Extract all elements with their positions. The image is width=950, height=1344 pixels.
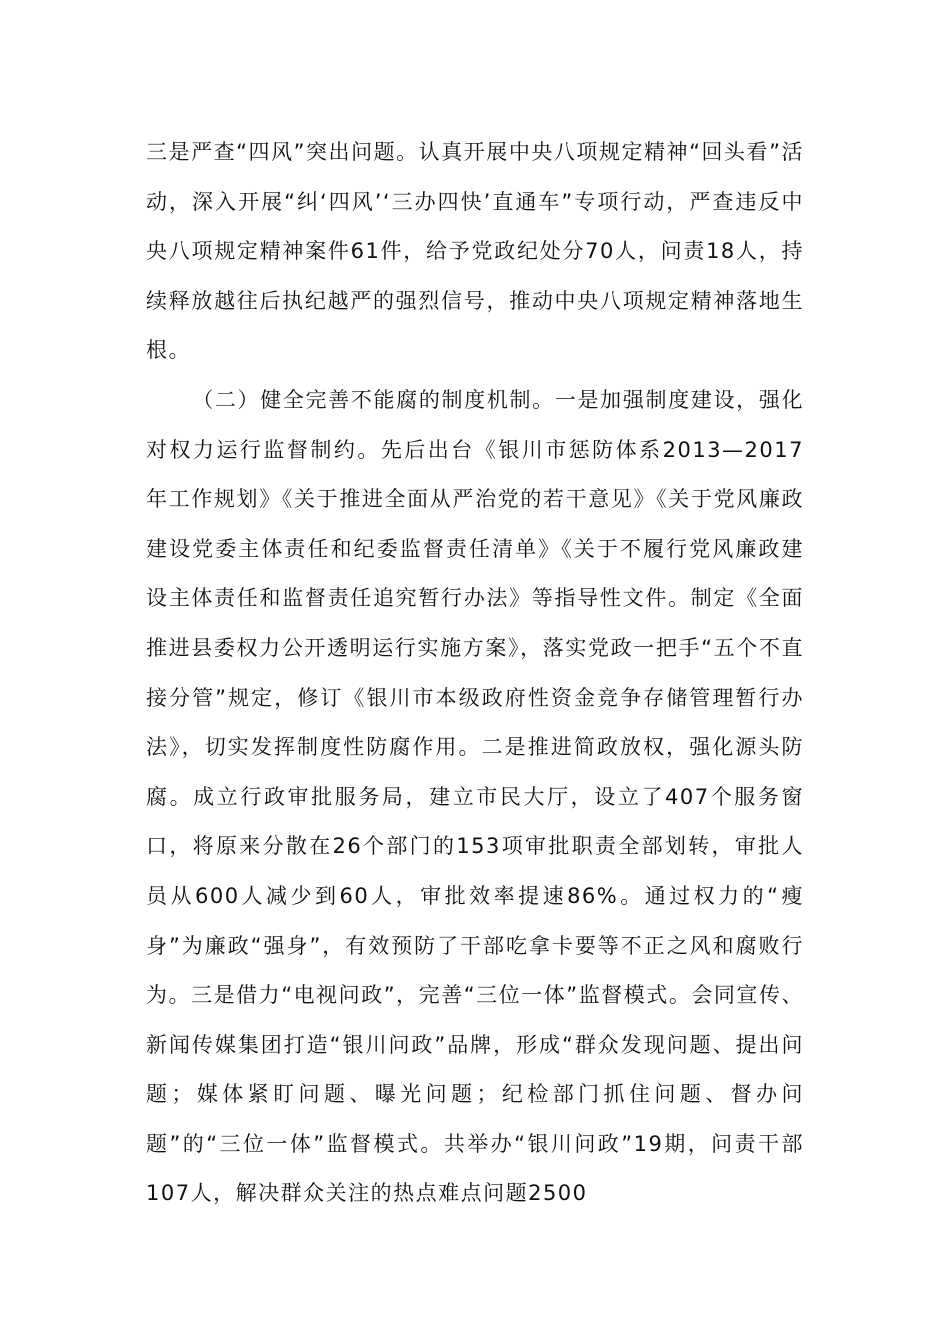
- paragraph-anti-corruption-mechanism: （二）健全完善不能腐的制度机制。一是加强制度建设，强化对权力运行监督制约。先后出台《银川市惩防体系2013—2017年工作规划》《关于推进全面从严治党的若干意见》《关于党风廉政建设党委主体责任和纪委监督责任清单》《关于不履行党风廉政建设主体责任和监督责任追究暂行办法》等指导性文件。制定《全面推进县委权力公开透明运行实施方案》，落实党政一把手“五个不直接分管”规定，修订《银川市本级政府性资金竞争存储管理暂行办法》，切实发挥制度性防腐作用。二是推进简政放权，强化源头防腐。成立行政审批服务局，建立市民大厅，设立了407个服务窗口，将原来分散在26个部门的153项审批职责全部划转，审批人员从600人减少到60人，审批效率提速86%。通过权力的“瘦身”为廉政“强身”，有效预防了干部吃拿卡要等不正之风和腐败行为。三是借力“电视问政”，完善“三位一体”监督模式。会同宣传、新闻传媒集团打造“银川问政”品牌，形成“群众发现问题、提出问题；媒体紧盯问题、曝光问题；纪检部门抓住问题、督办问题”的“三位一体”监督模式。共举办“银川问政”19期，问责干部107人，解决群众关注的热点难点问题2500: [146, 387, 804, 1206]
- document-body: [146, 128, 804, 1219]
- paragraph-four-winds: 三是严查“四风”突出问题。认真开展中央八项规定精神“回头看”活动，深入开展“纠‘四风’‘三办四快’直通车”专项行动，严查违反中央八项规定精神案件61件，给予党政纪处分70人，问责18人，持续释放越往后执纪越严的强烈信号，推动中央八项规定精神落地生根。: [146, 140, 804, 363]
